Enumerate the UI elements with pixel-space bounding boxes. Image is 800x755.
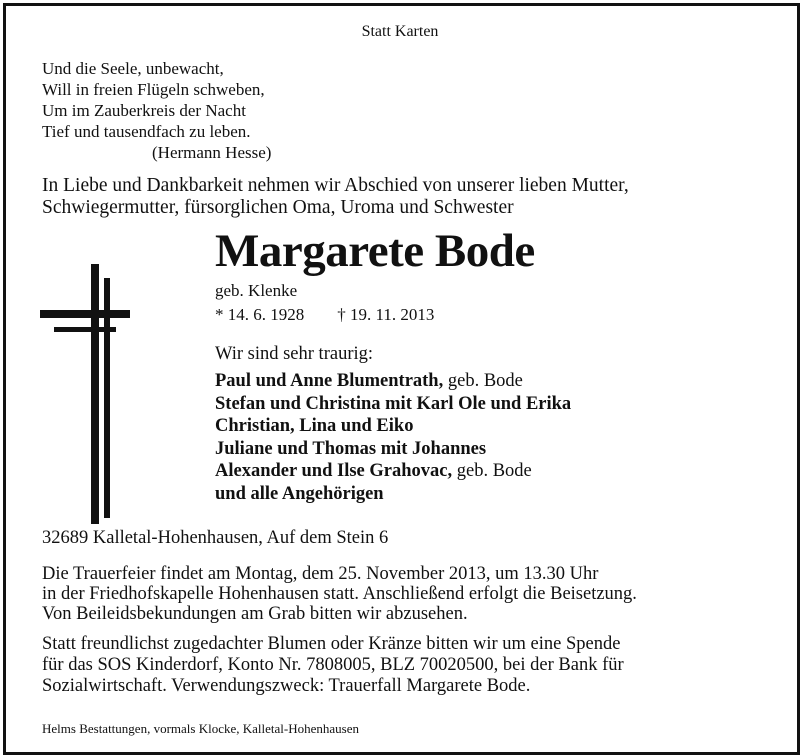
mourner-name: und alle Angehörigen — [215, 483, 384, 504]
intro-line: In Liebe und Dankbarkeit nehmen wir Abschied von unserer lieben Mutter, — [42, 175, 629, 196]
poem-line: Um im Zauberkreis der Nacht — [42, 101, 246, 120]
funeral-line: Von Beileidsbekundungen am Grab bitten wir abzusehen. — [42, 604, 468, 624]
funeral-line: Die Trauerfeier findet am Montag, dem 25. November 2013, um 13.30 Uhr — [42, 564, 599, 584]
mourner-name: Christian, Lina und Eiko — [215, 416, 414, 436]
poem-author: (Hermann Hesse) — [152, 143, 272, 162]
mourner-suffix: geb. Bode — [452, 461, 532, 481]
mourner-line — [215, 483, 571, 506]
mourner-line — [215, 393, 571, 416]
birth-date: * 14. 6. 1928 — [215, 305, 305, 324]
mourners-intro: Wir sind sehr traurig: — [215, 344, 374, 364]
funeral-info — [42, 564, 637, 624]
mourner-line — [215, 415, 571, 438]
donation-line: Sozialwirtschaft. Verwendungszweck: Trauerfall Margarete Bode. — [42, 676, 531, 696]
double-cross-icon — [40, 264, 130, 526]
deceased-name: Margarete Bode — [215, 225, 535, 277]
donation-info — [42, 634, 624, 697]
mourner-suffix: geb. Bode — [443, 371, 523, 391]
funeral-home-footer: Helms Bestattungen, vormals Klocke, Kalletal-Hohenhausen — [42, 721, 359, 736]
poem-line: Tief und tausendfach zu leben. — [42, 122, 251, 141]
mourners-list — [215, 370, 571, 505]
header-text: Statt Karten — [361, 23, 439, 40]
death-date: † 19. 11. 2013 — [337, 305, 435, 324]
mourner-line — [215, 438, 571, 461]
address: 32689 Kalletal-Hohenhausen, Auf dem Stein 6 — [42, 528, 389, 548]
mourner-name: Alexander und Ilse Grahovac, — [215, 461, 453, 481]
poem-line: Und die Seele, unbewacht, — [42, 59, 224, 78]
mourner-name: Stefan und Christina mit Karl Ole und Erika — [215, 393, 572, 414]
poem-line: Will in freien Flügeln schweben, — [42, 80, 265, 99]
birth-name: geb. Klenke — [215, 281, 298, 300]
intro-text — [42, 175, 629, 219]
mourner-line — [215, 460, 571, 483]
mourner-line — [215, 370, 571, 393]
donation-line: für das SOS Kinderdorf, Konto Nr. 7808005, BLZ 70020500, bei der Bank für — [42, 655, 624, 675]
life-dates — [215, 305, 434, 325]
intro-line: Schwiegermutter, fürsorglichen Oma, Uroma und Schwester — [42, 197, 514, 218]
mourner-name: Juliane und Thomas mit Johannes — [215, 438, 487, 459]
funeral-line: in der Friedhofskapelle Hohenhausen statt. Anschließend erfolgt die Beisetzung. — [42, 584, 637, 604]
poem — [42, 58, 271, 163]
donation-line: Statt freundlichst zugedachter Blumen oder Kränze bitten wir um eine Spende — [42, 634, 621, 654]
mourner-name: Paul und Anne Blumentrath, — [215, 371, 444, 391]
